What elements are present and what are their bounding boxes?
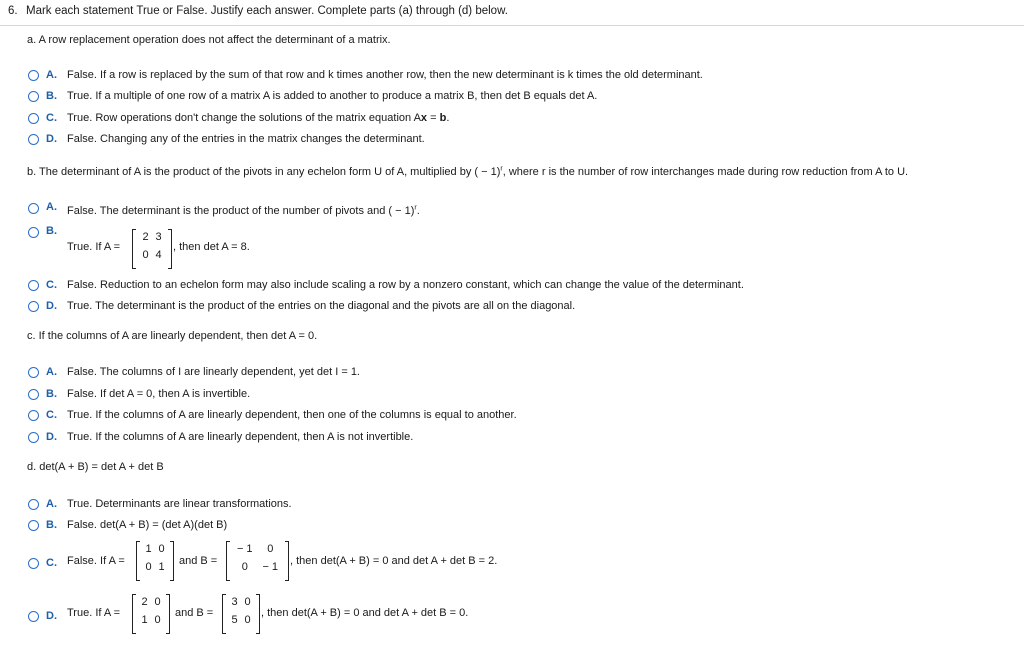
part-d-option-b-text[interactable]: False. det(A + B) = (det A)(det B) xyxy=(67,519,228,531)
question-prompt: Mark each statement True or False. Justify each answer. Complete parts (a) through (d) below. xyxy=(26,5,508,17)
matrix-entry: 0 xyxy=(158,543,165,555)
matrix-entry: 0 xyxy=(145,561,152,573)
matrix-entry: 0 xyxy=(154,614,161,626)
part-d-option-c-post[interactable]: , then det(A + B) = 0 and det A + det B = 2. xyxy=(290,555,498,567)
part-d-option-b-radio[interactable] xyxy=(28,520,39,531)
part-a-option-d-text[interactable]: False. Changing any of the entries in the matrix changes the determinant. xyxy=(67,133,425,145)
part-d-option-c-pre[interactable]: False. If A = xyxy=(67,555,125,567)
question-header xyxy=(0,0,1024,26)
part-c-option-c-radio[interactable] xyxy=(28,410,39,421)
part-a-option-d-radio[interactable] xyxy=(28,134,39,145)
part-c-option-d-letter: D. xyxy=(46,431,57,443)
matrix-entry: 0 xyxy=(241,561,248,573)
part-d-option-a-text[interactable]: True. Determinants are linear transformations. xyxy=(67,498,292,510)
matrix-entry: 0 xyxy=(267,543,274,555)
part-c-option-c-letter: C. xyxy=(46,409,57,421)
part-a-option-d-letter: D. xyxy=(46,133,57,145)
part-b-option-c-radio[interactable] xyxy=(28,280,39,291)
part-a-option-a-radio[interactable] xyxy=(28,70,39,81)
matrix-entry: 2 xyxy=(141,596,148,608)
part-b-matrix xyxy=(132,229,172,269)
matrix-entry: 0 xyxy=(244,614,251,626)
part-c-option-b-radio[interactable] xyxy=(28,389,39,400)
part-a-option-b-letter: B. xyxy=(46,90,57,102)
part-b-option-c-text[interactable]: False. Reduction to an echelon form may also include scaling a row by a nonzero constant, which can change the value of the determinant. xyxy=(67,279,744,291)
part-b-option-c-letter: C. xyxy=(46,279,57,291)
part-d-option-c-letter: C. xyxy=(46,557,57,569)
part-b-statement: b. The determinant of A is the product of the pivots in any echelon form U of A, multiplied by ( − 1)$^r$, where r is the number of row interchanges made during row reduction from A to U. xyxy=(27,165,909,178)
part-d-option-c-matrix-a xyxy=(136,541,174,581)
part-b-option-d-letter: D. xyxy=(46,300,57,312)
part-c-option-b-letter: B. xyxy=(46,388,57,400)
part-a-option-c-letter: C. xyxy=(46,112,57,124)
part-c-option-a-radio[interactable] xyxy=(28,367,39,378)
part-a-option-c-radio[interactable] xyxy=(28,113,39,124)
matrix-entry: 1 xyxy=(158,561,165,573)
matrix-entry: 4 xyxy=(155,249,162,261)
matrix-entry: 1 xyxy=(145,543,152,555)
part-c-option-a-letter: A. xyxy=(46,366,57,378)
part-b-option-b-post[interactable]: , then det A = 8. xyxy=(173,241,250,253)
part-d-option-c-matrix-b xyxy=(226,541,289,581)
part-b-option-b-radio[interactable] xyxy=(28,227,39,238)
part-b-option-a-text[interactable]: False. The determinant is the product of the number of pivots and ( − 1)$^r$. xyxy=(67,204,420,217)
part-a-option-c-text[interactable]: True. Row operations don't change the solutions of the matrix equation Ax = b. xyxy=(67,112,450,124)
part-d-option-d-pre[interactable]: True. If A = xyxy=(67,607,121,619)
part-b-option-d-text[interactable]: True. The determinant is the product of the entries on the diagonal and the pivots are all on the diagonal. xyxy=(67,300,576,312)
matrix-entry: 5 xyxy=(231,614,238,626)
part-b-option-a-letter: A. xyxy=(46,201,57,213)
part-a-option-b-text[interactable]: True. If a multiple of one row of a matrix A is added to another to produce a matrix B, then det B equals det A. xyxy=(67,90,598,102)
part-d-option-d-matrix-b xyxy=(222,594,260,634)
part-c-statement: c. If the columns of A are linearly dependent, then det A = 0. xyxy=(27,330,318,342)
part-b-option-b-pre[interactable]: True. If A = xyxy=(67,241,121,253)
matrix-entry: 0 xyxy=(244,596,251,608)
part-c-option-c-text[interactable]: True. If the columns of A are linearly dependent, then one of the columns is equal to another. xyxy=(67,409,517,421)
part-d-option-a-radio[interactable] xyxy=(28,499,39,510)
matrix-entry: 0 xyxy=(142,249,149,261)
part-b-option-a-radio[interactable] xyxy=(28,203,39,214)
matrix-entry: 3 xyxy=(231,596,238,608)
part-d-option-d-letter: D. xyxy=(46,610,57,622)
matrix-entry: − 1 xyxy=(262,561,279,573)
matrix-entry: − 1 xyxy=(236,543,253,555)
matrix-entry: 0 xyxy=(154,596,161,608)
part-c-option-d-text[interactable]: True. If the columns of A are linearly dependent, then A is not invertible. xyxy=(67,431,414,443)
part-b-option-b-letter: B. xyxy=(46,225,57,237)
part-d-option-c-mid[interactable]: and B = xyxy=(179,555,218,567)
part-c-option-d-radio[interactable] xyxy=(28,432,39,443)
part-d-option-d-mid[interactable]: and B = xyxy=(175,607,214,619)
part-a-statement: a. A row replacement operation does not affect the determinant of a matrix. xyxy=(27,34,391,46)
part-d-option-c-radio[interactable] xyxy=(28,558,39,569)
part-d-option-a-letter: A. xyxy=(46,498,57,510)
part-d-option-d-matrix-a xyxy=(132,594,170,634)
part-a-option-a-text[interactable]: False. If a row is replaced by the sum of that row and k times another row, then the new determinant is k times the old determinant. xyxy=(67,69,703,81)
matrix-entry: 1 xyxy=(141,614,148,626)
part-d-option-d-radio[interactable] xyxy=(28,611,39,622)
part-b-option-d-radio[interactable] xyxy=(28,301,39,312)
matrix-entry: 2 xyxy=(142,231,149,243)
question-number: 6. xyxy=(8,5,18,17)
matrix-entry: 3 xyxy=(155,231,162,243)
part-c-option-a-text[interactable]: False. The columns of I are linearly dependent, yet det I = 1. xyxy=(67,366,360,378)
part-d-option-b-letter: B. xyxy=(46,519,57,531)
part-a-option-a-letter: A. xyxy=(46,69,57,81)
part-a-option-b-radio[interactable] xyxy=(28,91,39,102)
part-d-option-d-post[interactable]: , then det(A + B) = 0 and det A + det B = 0. xyxy=(261,607,469,619)
part-d-statement: d. det(A + B) = det A + det B xyxy=(27,461,164,473)
part-c-option-b-text[interactable]: False. If det A = 0, then A is invertible. xyxy=(67,388,251,400)
